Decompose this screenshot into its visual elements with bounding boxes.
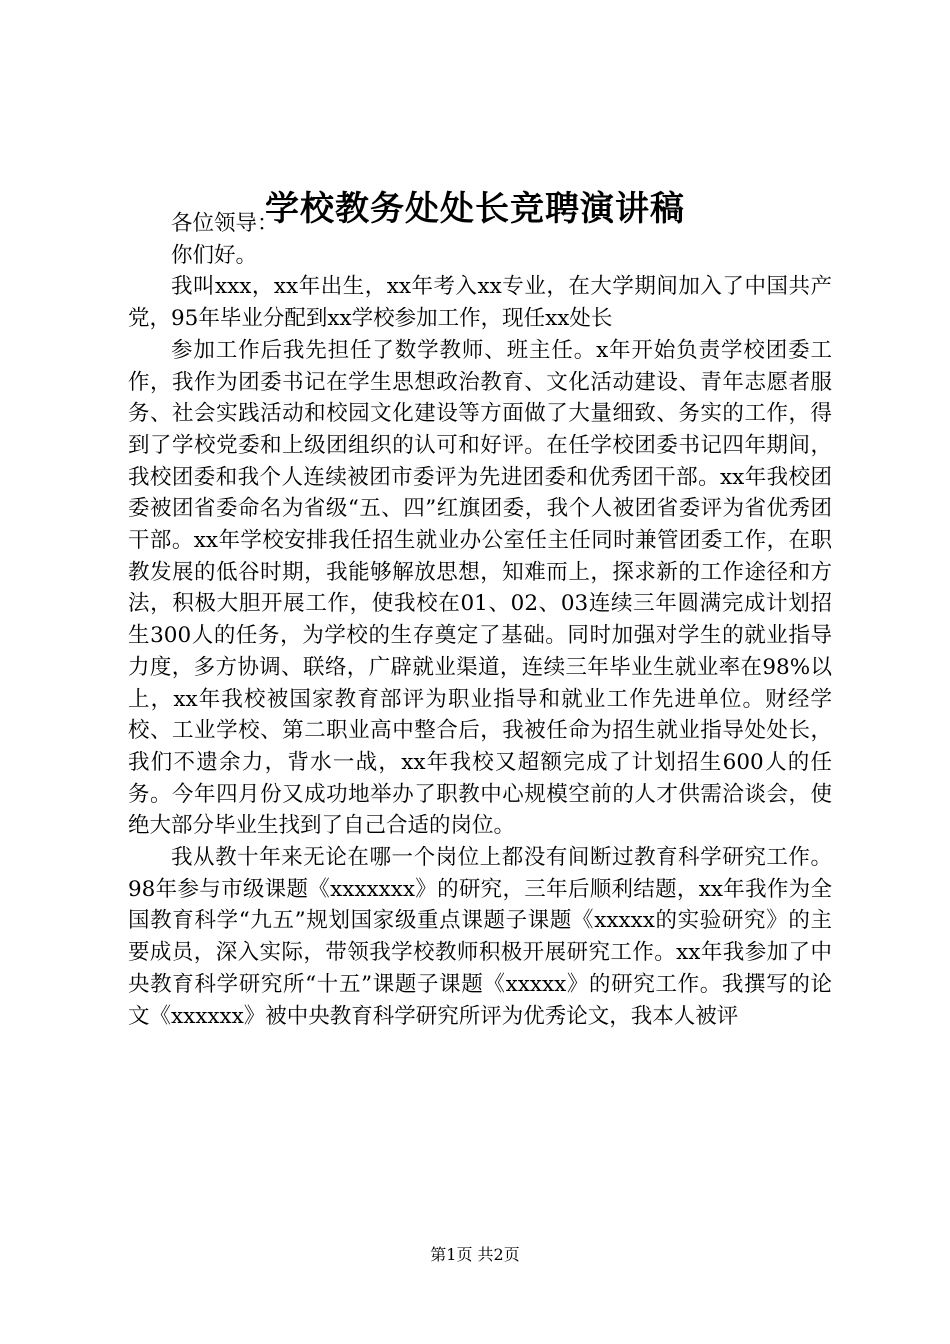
document-title: 学校教务处处长竞聘演讲稿 — [265, 189, 685, 229]
paragraph-research: 我从教十年来无论在哪一个岗位上都没有间断过教育科学研究工作。98年参与市级课题《xxxxxxx》的研究，三年后顺利结题，xx年我作为全国教育科学“九五”规划国家级重点课题子课题《xxxxx的实验研究》的主要成员，深入实际，带领我学校教师积极开展研究工作。xx年我参加了中央教育科学研究所“十五”课题子课题《xxxxx》的研究工作。我撰写的论文《xxxxxx》被中央教育科学研究所评为优秀论文，我本人被评 — [128, 845, 832, 1029]
paragraph-intro: 我叫xxx，xx年出生，xx年考入xx专业，在大学期间加入了中国共产党，95年毕业分配到xx学校参加工作，现任xx处长 — [128, 274, 832, 332]
greeting-line: 各位领导： — [171, 211, 279, 236]
paragraph-work-experience: 参加工作后我先担任了数学教师、班主任。x年开始负责学校团委工作，我作为团委书记在学生思想政治教育、文化活动建设、青年志愿者服务、社会实践活动和校园文化建设等方面做了大量细致、务实的工作，得到了学校党委和上级团组织的认可和好评。在任学校团委书记四年期间，我校团委和我个人连续被团市委评为先进团委和优秀团干部。xx年我校团委被团省委命名为省级“五、四”红旗团委，我个人被团省委评为省优秀团干部。xx年学校安排我任招生就业办公室任主任同时兼管团委工作，在职教发展的低谷时期，我能够解放思想，知难而上，探求新的工作途径和方法，积极大胆开展工作，使我校在01、02、03连续三年圆满完成计划招生300人的任务，为学校的生存奠定了基础。同时加强对学生的就业指导力度，多方协调、联络，广辟就业渠道，连续三年毕业生就业率在98%以上，xx年我校被国家教育部评为职业指导和就业工作先进单位。财经学校、工业学校、第二职业高中整合后，我被任命为招生就业指导处处长，我们不遗余力，背水一战，xx年我校又超额完成了计划招生600人的任务。今年四月份又成功地举办了职教中心规模空前的人才供需洽谈会，使绝大部分毕业生找到了自己合适的岗位。 — [128, 337, 832, 839]
document-body — [128, 208, 832, 1032]
hello-line: 你们好。 — [171, 242, 258, 268]
page-footer: 第1页 共2页 — [430, 1245, 520, 1264]
